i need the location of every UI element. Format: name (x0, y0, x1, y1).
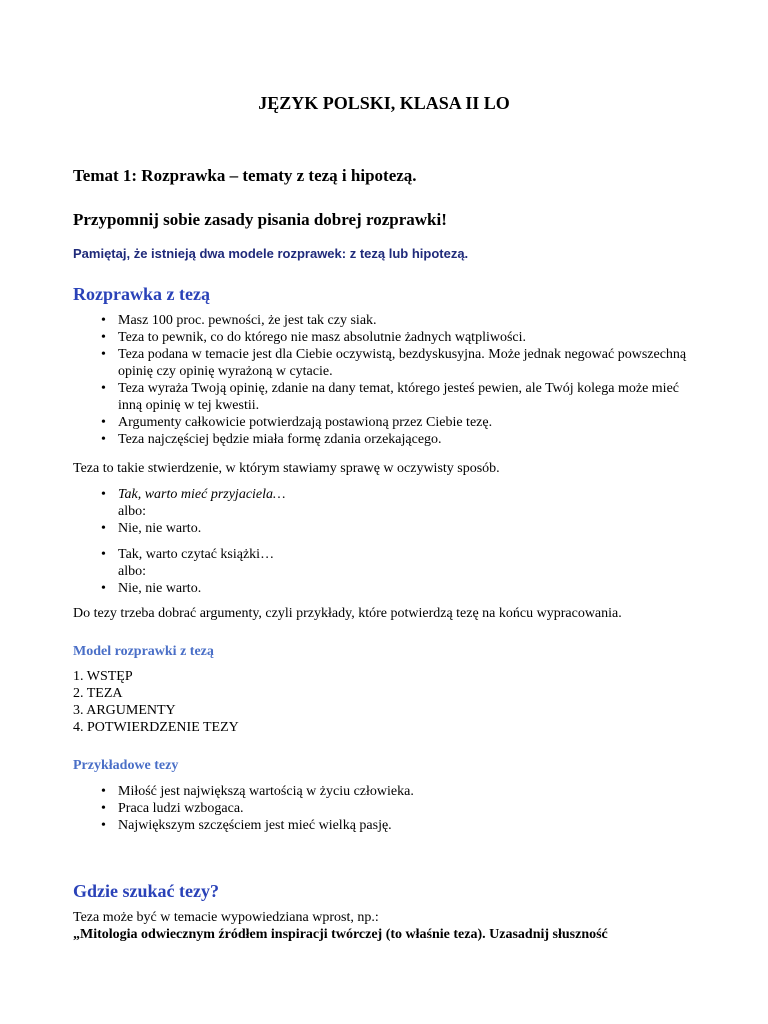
model-step: 3. ARGUMENTY (73, 703, 176, 718)
list-item: • Teza podana w temacie jest dla Ciebie oczywistą, bezdyskusyjna. Może jednak negować powszechną opinię czy opinię wyrażoną w cytacie. (101, 347, 687, 379)
example-theses-list (73, 783, 693, 834)
example-theses-heading: Przykładowe tezy (73, 758, 179, 773)
model-step: 4. POTWIERDZENIE TEZY (73, 720, 239, 735)
model-heading: Model rozprawki z tezą (73, 644, 214, 659)
models-note: Pamiętaj, że istnieją dwa modele rozprawek: z tezą lub hipotezą. (73, 246, 469, 261)
model-step: 1. WSTĘP (73, 669, 133, 684)
list-item: • Tak, warto czytać książki… (101, 547, 275, 562)
thesis-definition: Teza to takie stwierdzenie, w którym stawiamy sprawę w oczywisty sposób. (73, 461, 500, 476)
example-or-label: albo: (118, 504, 146, 519)
list-item: • Nie, nie warto. (101, 521, 202, 536)
example-pair-1-answer (73, 520, 693, 537)
list-item: • Największym szczęściem jest mieć wielką pasję. (101, 818, 392, 833)
bullet-icon: • (101, 347, 106, 362)
model-steps (73, 668, 239, 736)
where-example: „Mitologia odwiecznym źródłem inspiracji twórczej (to właśnie teza). Uzasadnij słuszność (73, 927, 608, 942)
list-item: • Praca ludzi wzbogaca. (101, 801, 244, 816)
list-item: • Miłość jest największą wartością w życiu człowieka. (101, 784, 414, 799)
bullet-icon: • (101, 801, 106, 816)
example-pair-2-answer (73, 580, 693, 597)
bullet-icon: • (101, 487, 106, 502)
list-item: • Argumenty całkowicie potwierdzają postawioną przez Ciebie tezę. (101, 415, 493, 430)
bullet-icon: • (101, 784, 106, 799)
example-pair-2 (73, 546, 693, 563)
reminder-heading: Przypomnij sobie zasady pisania dobrej rozprawki! (73, 210, 447, 229)
arguments-note: Do tezy trzeba dobrać argumenty, czyli przykłady, które potwierdzą tezę na końcu wypracowania. (73, 606, 622, 621)
bullet-icon: • (101, 581, 106, 596)
example-or-label: albo: (118, 564, 146, 579)
thesis-bullet-list (73, 312, 693, 448)
where-heading: Gdzie szukać tezy? (73, 881, 219, 901)
list-item: • Teza najczęściej będzie miała formę zdania orzekającego. (101, 432, 442, 447)
bullet-icon: • (101, 381, 106, 396)
section-heading-thesis: Rozprawka z tezą (73, 284, 210, 304)
list-item: • Teza wyraża Twoją opinię, zdanie na dany temat, którego jesteś pewien, ale Twój kolega może mieć inną opinię w tej kwestii. (101, 381, 679, 413)
bullet-icon: • (101, 521, 106, 536)
bullet-icon: • (101, 330, 106, 345)
list-item: • Teza to pewnik, co do którego nie masz absolutnie żadnych wątpliwości. (101, 330, 527, 345)
model-step: 2. TEZA (73, 686, 123, 701)
bullet-icon: • (101, 818, 106, 833)
topic-heading: Temat 1: Rozprawka – tematy z tezą i hipotezą. (73, 166, 417, 185)
bullet-icon: • (101, 547, 106, 562)
list-item: • Nie, nie warto. (101, 581, 202, 596)
bullet-icon: • (101, 415, 106, 430)
where-intro: Teza może być w temacie wypowiedziana wprost, np.: (73, 910, 379, 925)
list-item: • Masz 100 proc. pewności, że jest tak czy siak. (101, 313, 377, 328)
bullet-icon: • (101, 432, 106, 447)
example-pair-1 (73, 486, 693, 503)
bullet-icon: • (101, 313, 106, 328)
page-title: JĘZYK POLSKI, KLASA II LO (258, 93, 510, 113)
list-item: • Tak, warto mieć przyjaciela… (101, 487, 286, 502)
